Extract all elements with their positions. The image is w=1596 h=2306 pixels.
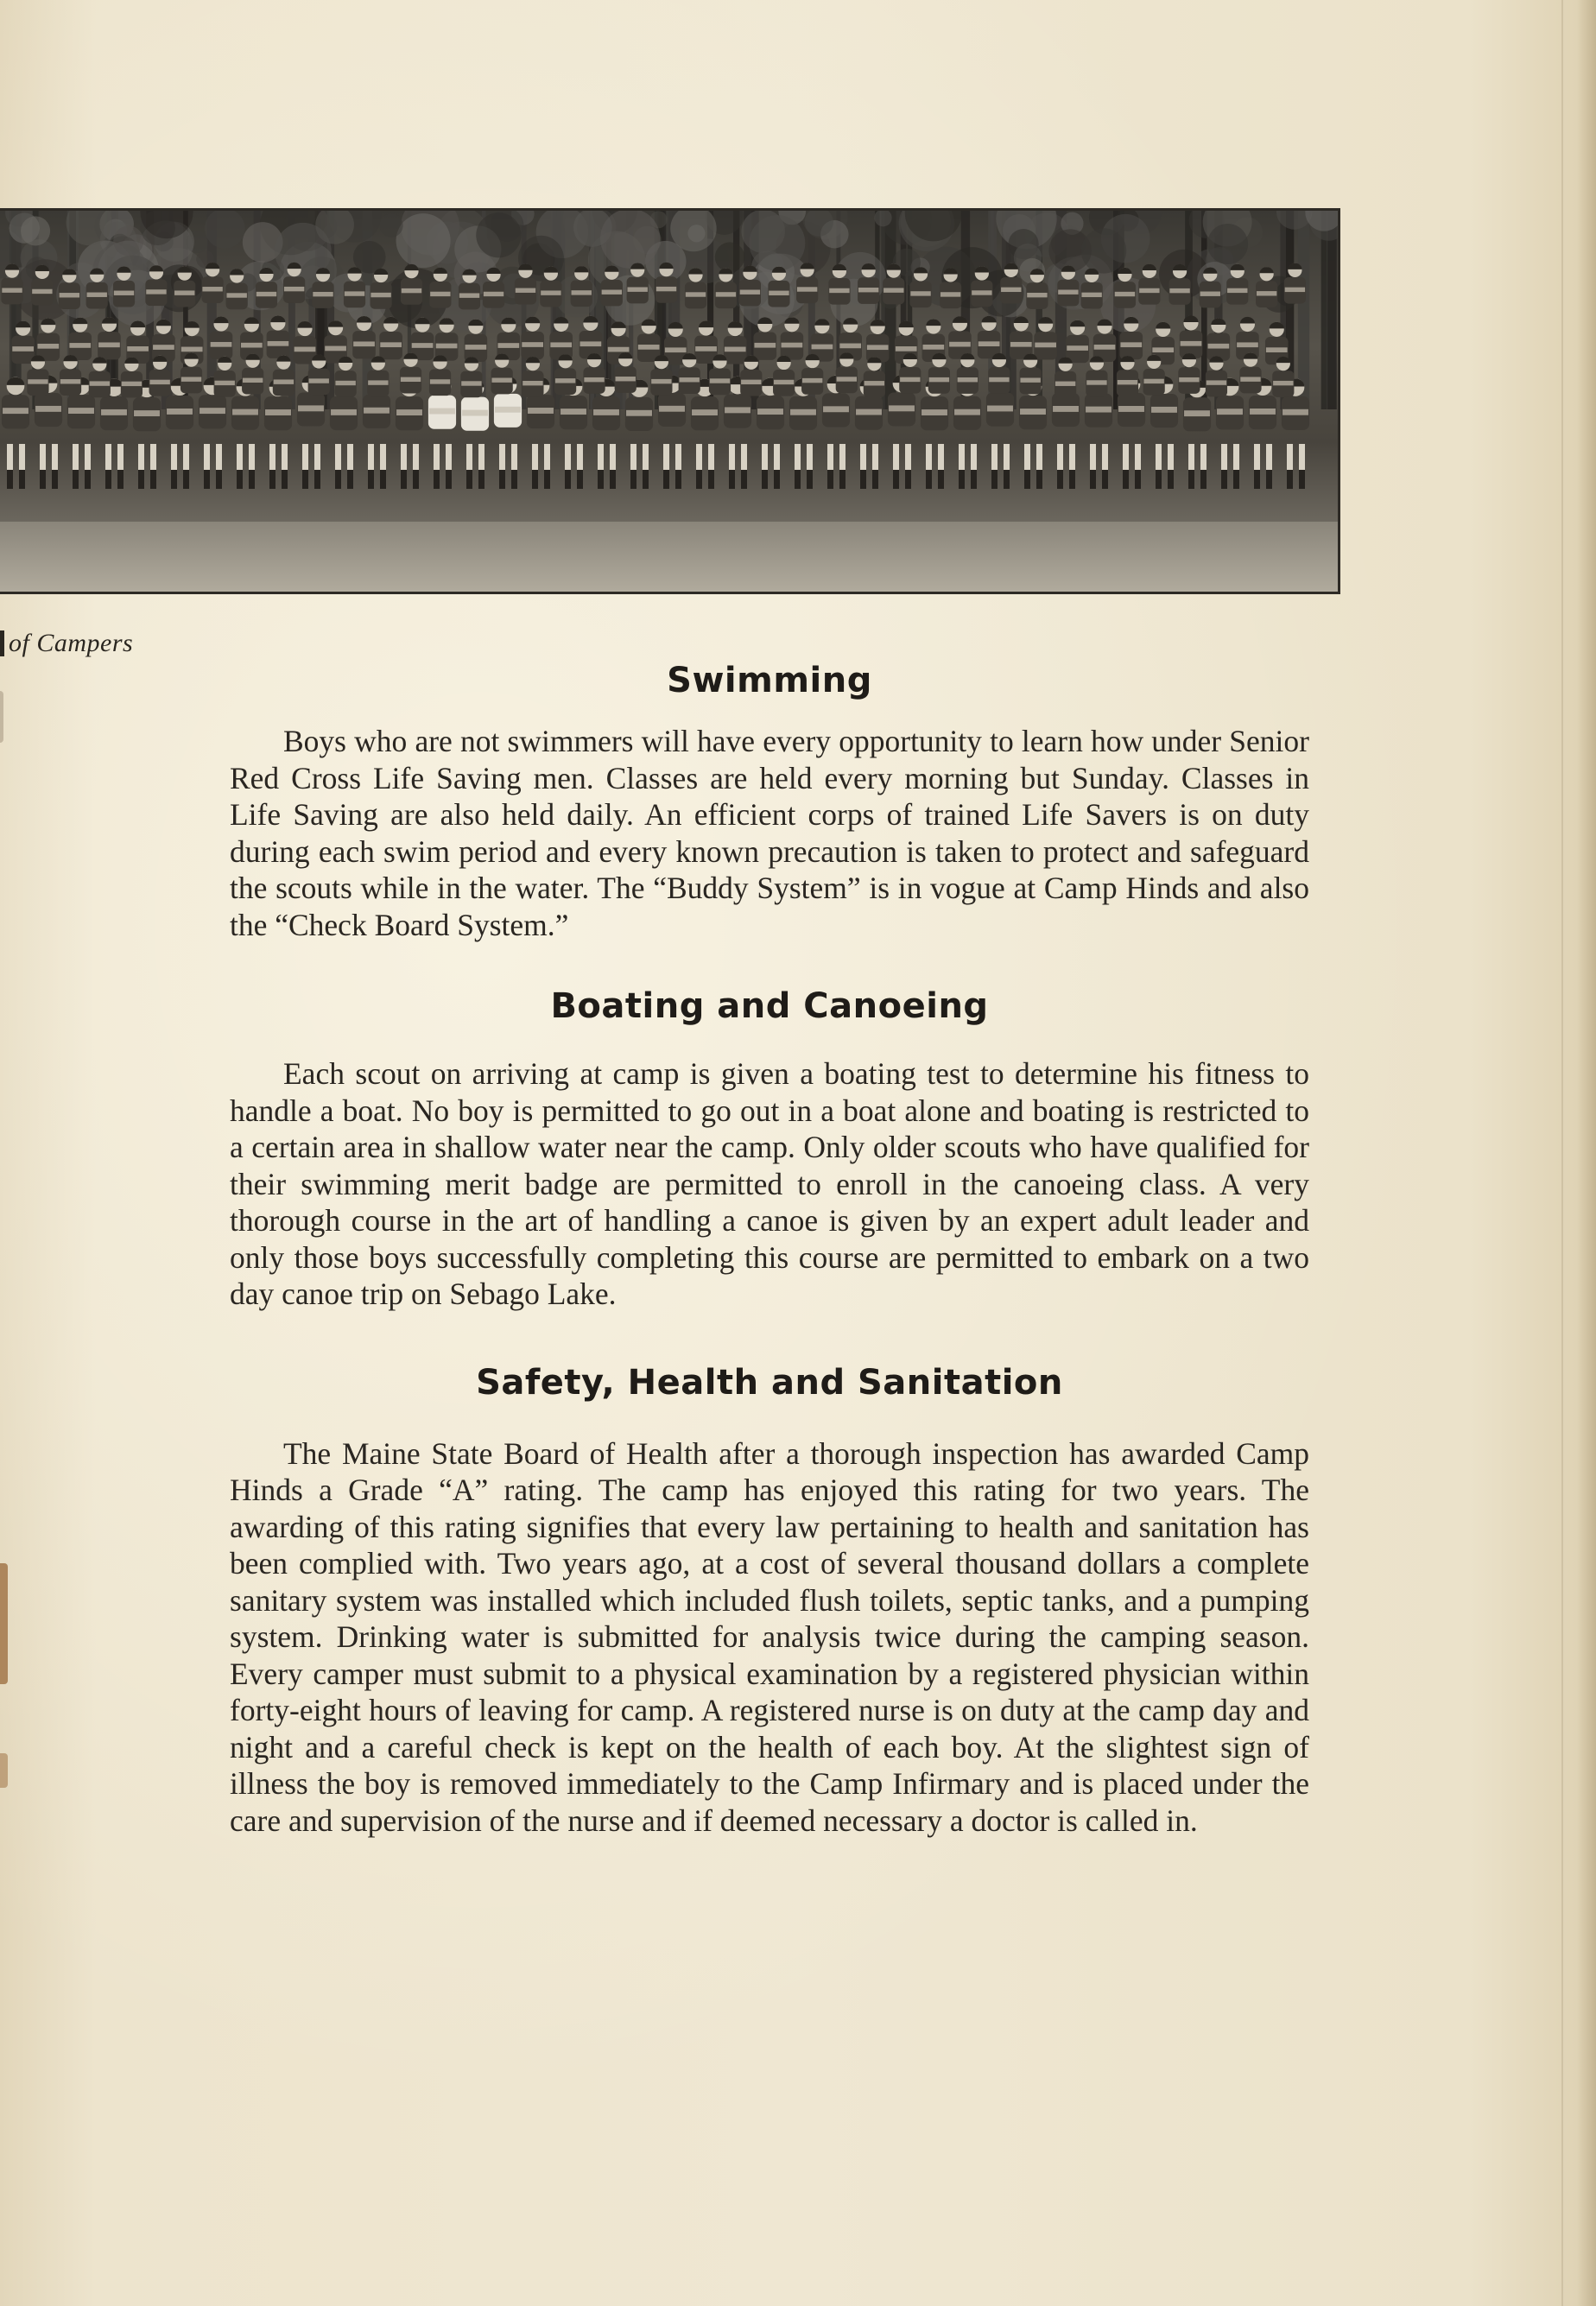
paper-stain xyxy=(0,691,3,743)
caption-edge-mark xyxy=(0,630,4,656)
section-paragraph: Each scout on arriving at camp is given a boating test to determine his fitness to handle a boat. No boy is permitted to go out in a boat alone and boating is restricted to a certain area in shallow water near the camp. Only older scouts who have qualified for their swimming merit badge are permitted to enroll in the canoeing class. A very thorough course in the art of handling a canoe is given by an expert adult leader and only those boys successfully completing this course are permitted to embark on a two day canoe trip on Sebago Lake. xyxy=(230,1056,1309,1311)
photo-image xyxy=(0,211,1340,594)
section-swimming xyxy=(230,661,1309,943)
section-safety-health-sanitation xyxy=(230,1363,1309,1840)
page-edge-shadow xyxy=(1577,0,1596,2306)
group-photo-of-campers xyxy=(0,208,1340,594)
section-heading: Safety, Health and Sanitation xyxy=(476,1362,1063,1403)
section-boating-canoeing xyxy=(230,986,1309,1313)
section-heading: Boating and Canoeing xyxy=(550,986,989,1026)
page-fold-line xyxy=(1561,0,1563,2306)
section-paragraph: The Maine State Board of Health after a thorough inspection has awarded Camp Hinds a Grade “A” rating. The camp has enjoyed this rating for two years. The awarding of this rating signifies that every law pertaining to health and sanitation has been complied with. Two years ago, at a cost of several thousand dollars a complete sanitary system was installed which included flush toilets, septic tanks, and a pumping system. Drinking water is submitted for analysis twice during the camping season. Every camper must submit to a physical examination by a registered physician within forty-eight hours of leaving for camp. A registered nurse is on duty at the camp day and night and a careful check is kept on the health of each boy. At the slightest sign of illness the boy is removed immediately to the Camp Infirmary and is placed under the care and supervision of the nurse and if deemed necessary a doctor is called in. xyxy=(230,1435,1309,1838)
main-content xyxy=(230,661,1309,1839)
section-heading: Swimming xyxy=(667,661,872,700)
photo-caption: of Campers xyxy=(9,629,134,657)
section-paragraph: Boys who are not swimmers will have every opportunity to learn how under Senior Red Cross Life Saving men. Classes are held every morning but Sunday. Classes in Life Saving are also held daily. An efficient corps of trained Life Savers is on duty during each swim period and every known precaution is taken to protect and safeguard the scouts while in the water. The “Buddy System” is in vogue at Camp Hinds and also the “Check Board System.” xyxy=(230,724,1309,942)
paper-stain xyxy=(0,1563,8,1684)
paper-stain xyxy=(0,1753,8,1788)
